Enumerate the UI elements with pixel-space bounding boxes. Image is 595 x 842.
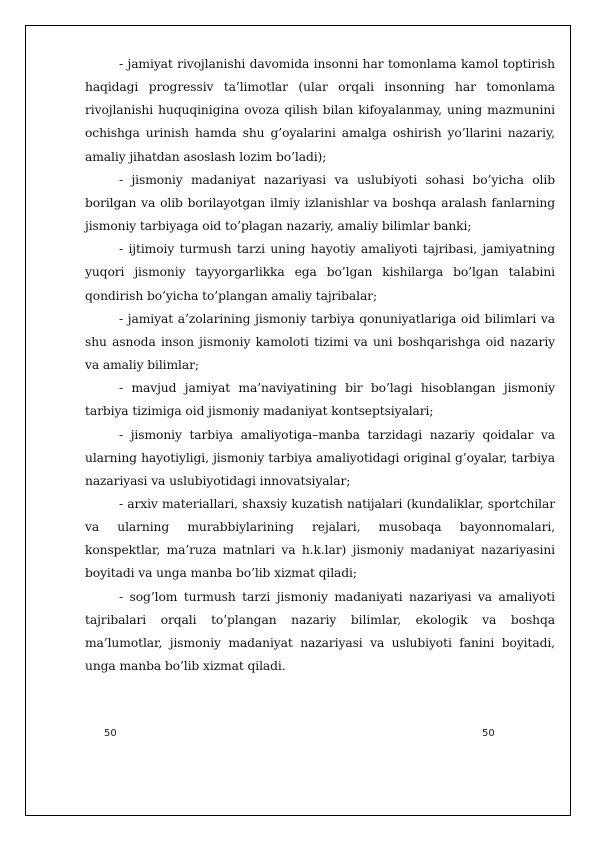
paragraph-3: - ijtimoiy turmush tarzi uning hayotiy amaliyoti tajribasi, jamiyatning yuqori jismoniy tayyorgarlikka ega bo’lgan kishilarga bo’lgan talabini qondirish bo’yicha to’plangan amaliy tajribalar;	[85, 242, 555, 303]
paragraph-5: - mavjud jamiyat ma’naviyatining bir bo’lagi hisoblangan jismoniy tarbiya tizimiga oid jismoniy madaniyat kontseptsiyalari;	[85, 381, 555, 419]
page-number-right: 50	[482, 728, 495, 739]
page-number-left: 50	[104, 728, 117, 739]
document-body	[85, 53, 555, 678]
paragraph-1: - jamiyat rivojlanishi davomida insonni har tomonlama kamol toptirish haqidagi progressiv ta’limotlar (ular orqali insonning har tomonlama rivojlanishi huquqinigina ovoza qilish bilan kifoyalanmay, uning mazmunini ochishga urinish hamda shu g’oyalarini amalga oshirish yo’llarini nazariy, amaliy jihatdan asoslash lozim bo’ladi);	[85, 57, 555, 164]
paragraph-7: - arxiv materiallari, shaxsiy kuzatish natijalari (kundaliklar, sportchilar va ularning murabbiylarining rejalari, musobaqa bayonnomalari, konspektlar, ma’ruza matnlari va h.k.lar) jismoniy madaniyat nazariyasini boyitadi va unga manba bo’lib xizmat qiladi;	[85, 496, 555, 581]
paragraph-4: - jamiyat a’zolarining jismoniy tarbiya qonuniyatlariga oid bilimlari va shu asnoda inson jismoniy kamoloti tizimi va uni boshqarishga oid nazariy va amaliy bilimlar;	[85, 311, 555, 373]
paragraph-8: - sog’lom turmush tarzi jismoniy madaniyati nazariyasi va amaliyoti tajribalari orqali to’plangan nazariy bilimlar, ekologik va boshqa ma’lumotlar, jismoniy madaniyat nazariyasi va uslubiyoti fanini boyitadi, unga manba bo’lib xizmat qiladi.	[85, 589, 555, 674]
paragraph-2: - jismoniy madaniyat nazariyasi va uslubiyoti sohasi bo’yicha olib borilgan va olib borilayotgan ilmiy izlanishlar va boshqa aralash fanlarning jismoniy tarbiyaga oid to’plagan nazariy, amaliy bilimlar banki;	[85, 172, 555, 234]
paragraph-6: - jismoniy tarbiya amaliyotiga–manba tarzidagi nazariy qoidalar va ularning hayotiyligi, jismoniy tarbiya amaliyotidagi original g’oyalar, tarbiya nazariyasi va uslubiyotidagi innovatsiyalar;	[85, 427, 555, 488]
